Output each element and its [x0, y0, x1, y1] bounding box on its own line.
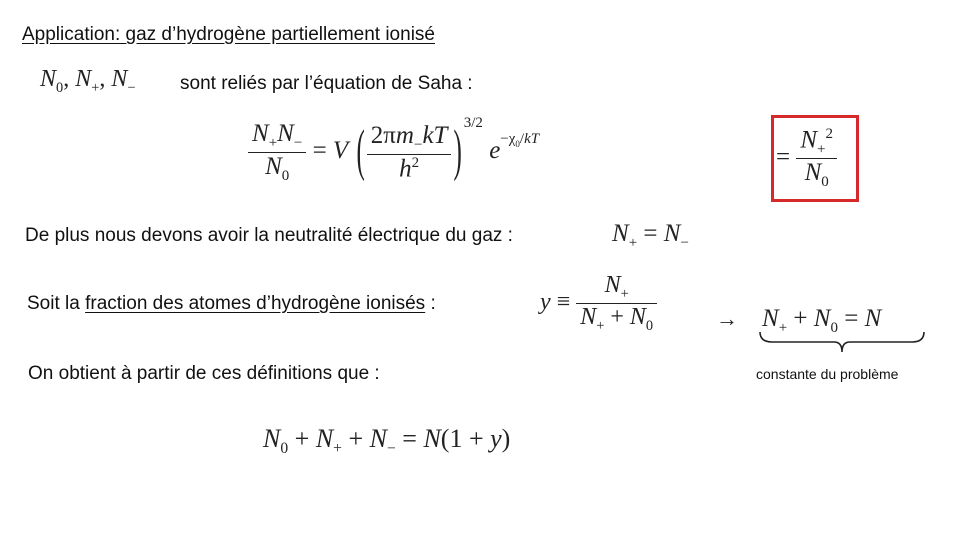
species-list-math: $N_0$, $N_+$, $N_-$: [40, 66, 136, 96]
implies-arrow: →: [716, 306, 738, 331]
fraction-text-prefix: Soit la: [27, 293, 86, 314]
boxed-equation: = $\frac{N_+^2}{N_0}$: [776, 126, 837, 191]
total-relation-equation: $N_+ + N_0 = N$: [762, 305, 882, 336]
saha-intro-text: sont reliés par l’équation de Saha :: [180, 73, 473, 94]
fraction-equation: y ≡ $\frac{N_+}{N_+ + N_0}$: [540, 272, 657, 335]
fraction-text-underlined: fraction des atomes d’hydrogène ionisés: [85, 293, 426, 314]
conclusion-text: On obtient à partir de ces définitions que :: [28, 363, 380, 384]
saha-equation: $\frac{N_+N_-}{N_0}$ = V ( $\frac{2\pi m_-kT}{h^2}$ ) $^{3/2}$ $e^{-\chi_0/kT}$: [248, 120, 539, 185]
neutrality-text: De plus nous devons avoir la neutralité électrique du gaz :: [25, 225, 513, 246]
conclusion-equation: $N_0 + N_+ + N_- = N(1 + y)$: [263, 424, 511, 458]
fraction-text-suffix: :: [425, 293, 436, 314]
brace-caption: constante du problème: [756, 366, 899, 382]
fraction-definition-text: [27, 293, 436, 315]
underbrace-icon: [758, 330, 926, 354]
neutrality-equation: $N_+ = N_-$: [612, 220, 689, 251]
page-title: Application: gaz d’hydrogène partiellement ionisé: [22, 24, 435, 45]
